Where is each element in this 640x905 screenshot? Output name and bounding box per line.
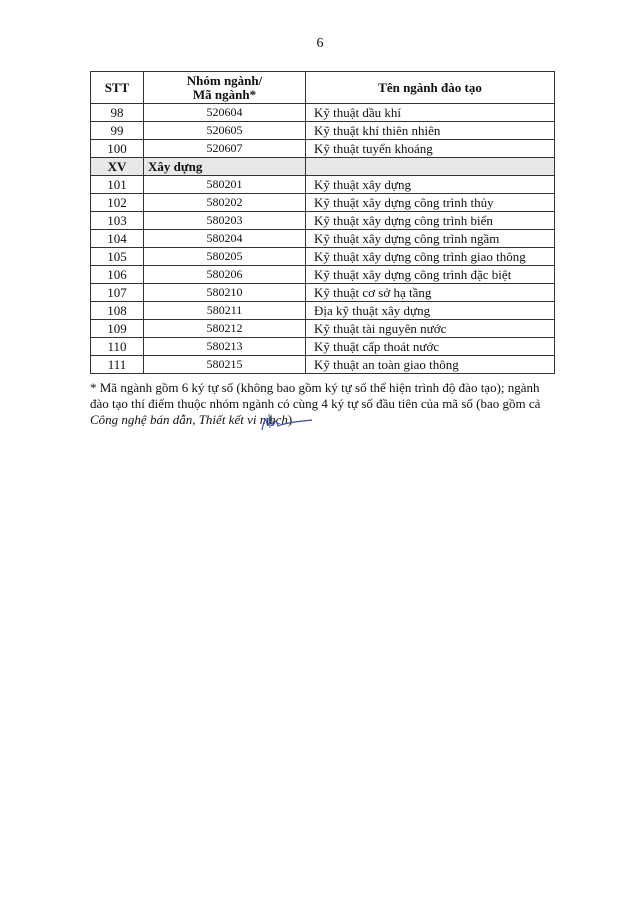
cell-code: 520604 — [144, 104, 306, 122]
cell-major-name: Kỹ thuật dầu khí — [306, 104, 555, 122]
footnote — [90, 380, 560, 428]
cell-major-name: Địa kỹ thuật xây dựng — [306, 302, 555, 320]
table-row — [91, 194, 555, 212]
footnote-text: * Mã ngành gồm 6 ký tự số (không bao gồm ký tự số thể hiện trình độ đào tạo); ngành đào tạo thí điểm thuộc nhóm ngành có cùng 4 ký tự số đầu tiên của mã số (bao gồm cả — [90, 380, 541, 411]
cell-code: 580215 — [144, 356, 306, 374]
cell-stt: 102 — [91, 194, 144, 212]
cell-major-name — [306, 158, 555, 176]
cell-major-name: Kỹ thuật cấp thoát nước — [306, 338, 555, 356]
cell-code: 520605 — [144, 122, 306, 140]
cell-code: 580206 — [144, 266, 306, 284]
table-row — [91, 284, 555, 302]
majors-table — [90, 71, 555, 374]
table-row — [91, 320, 555, 338]
cell-code: 580201 — [144, 176, 306, 194]
cell-stt: 107 — [91, 284, 144, 302]
cell-major-name: Kỹ thuật xây dựng công trình giao thông — [306, 248, 555, 266]
cell-code: 580202 — [144, 194, 306, 212]
cell-major-name: Kỹ thuật xây dựng công trình đặc biệt — [306, 266, 555, 284]
cell-stt: 106 — [91, 266, 144, 284]
cell-major-name: Kỹ thuật xây dựng công trình thủy — [306, 194, 555, 212]
cell-stt: 99 — [91, 122, 144, 140]
footnote-italic-1: Công nghệ bán dẫn — [90, 412, 193, 427]
cell-major-name: Kỹ thuật tài nguyên nước — [306, 320, 555, 338]
table-row — [91, 122, 555, 140]
cell-major-name: Kỹ thuật xây dựng công trình ngầm — [306, 230, 555, 248]
cell-stt: 98 — [91, 104, 144, 122]
cell-code: 580213 — [144, 338, 306, 356]
table-row — [91, 104, 555, 122]
cell-code: 580212 — [144, 320, 306, 338]
cell-group-name: Xây dựng — [144, 158, 306, 176]
cell-major-name: Kỹ thuật khí thiên nhiên — [306, 122, 555, 140]
cell-code: 580205 — [144, 248, 306, 266]
handwritten-signature-icon — [258, 410, 314, 434]
table-row — [91, 356, 555, 374]
cell-major-name: Kỹ thuật xây dựng công trình biển — [306, 212, 555, 230]
table-row — [91, 248, 555, 266]
table-group-row — [91, 158, 555, 176]
table-row — [91, 140, 555, 158]
cell-stt: 108 — [91, 302, 144, 320]
cell-major-name: Kỹ thuật an toàn giao thông — [306, 356, 555, 374]
table-row — [91, 338, 555, 356]
cell-stt: 101 — [91, 176, 144, 194]
cell-code: 520607 — [144, 140, 306, 158]
header-group-code-line: Mã ngành* — [192, 86, 257, 102]
table-row — [91, 266, 555, 284]
cell-stt: 103 — [91, 212, 144, 230]
cell-major-name: Kỹ thuật xây dựng — [306, 176, 555, 194]
table-row — [91, 212, 555, 230]
table-body — [91, 104, 555, 374]
table-row — [91, 230, 555, 248]
page-number: 6 — [316, 36, 324, 51]
header-stt: STT — [91, 72, 144, 104]
cell-stt: XV — [91, 158, 144, 176]
cell-code: 580210 — [144, 284, 306, 302]
footnote-italic-2: Thiết kết vi mạch — [198, 412, 288, 427]
footnote-closing: ) — [287, 412, 293, 427]
header-group-code-line: Nhóm ngành/ — [186, 72, 263, 88]
cell-stt: 109 — [91, 320, 144, 338]
cell-major-name: Kỹ thuật cơ sở hạ tầng — [306, 284, 555, 302]
cell-stt: 111 — [91, 356, 144, 374]
header-group-code — [144, 72, 306, 104]
cell-stt: 105 — [91, 248, 144, 266]
header-major-name: Tên ngành đào tạo — [306, 72, 555, 104]
cell-code: 580211 — [144, 302, 306, 320]
cell-stt: 104 — [91, 230, 144, 248]
table-row — [91, 302, 555, 320]
cell-major-name: Kỹ thuật tuyển khoáng — [306, 140, 555, 158]
table-header-row — [91, 72, 555, 104]
footnote-separator: , — [192, 412, 199, 427]
cell-stt: 100 — [91, 140, 144, 158]
cell-code: 580204 — [144, 230, 306, 248]
cell-code: 580203 — [144, 212, 306, 230]
table-row — [91, 176, 555, 194]
cell-stt: 110 — [91, 338, 144, 356]
